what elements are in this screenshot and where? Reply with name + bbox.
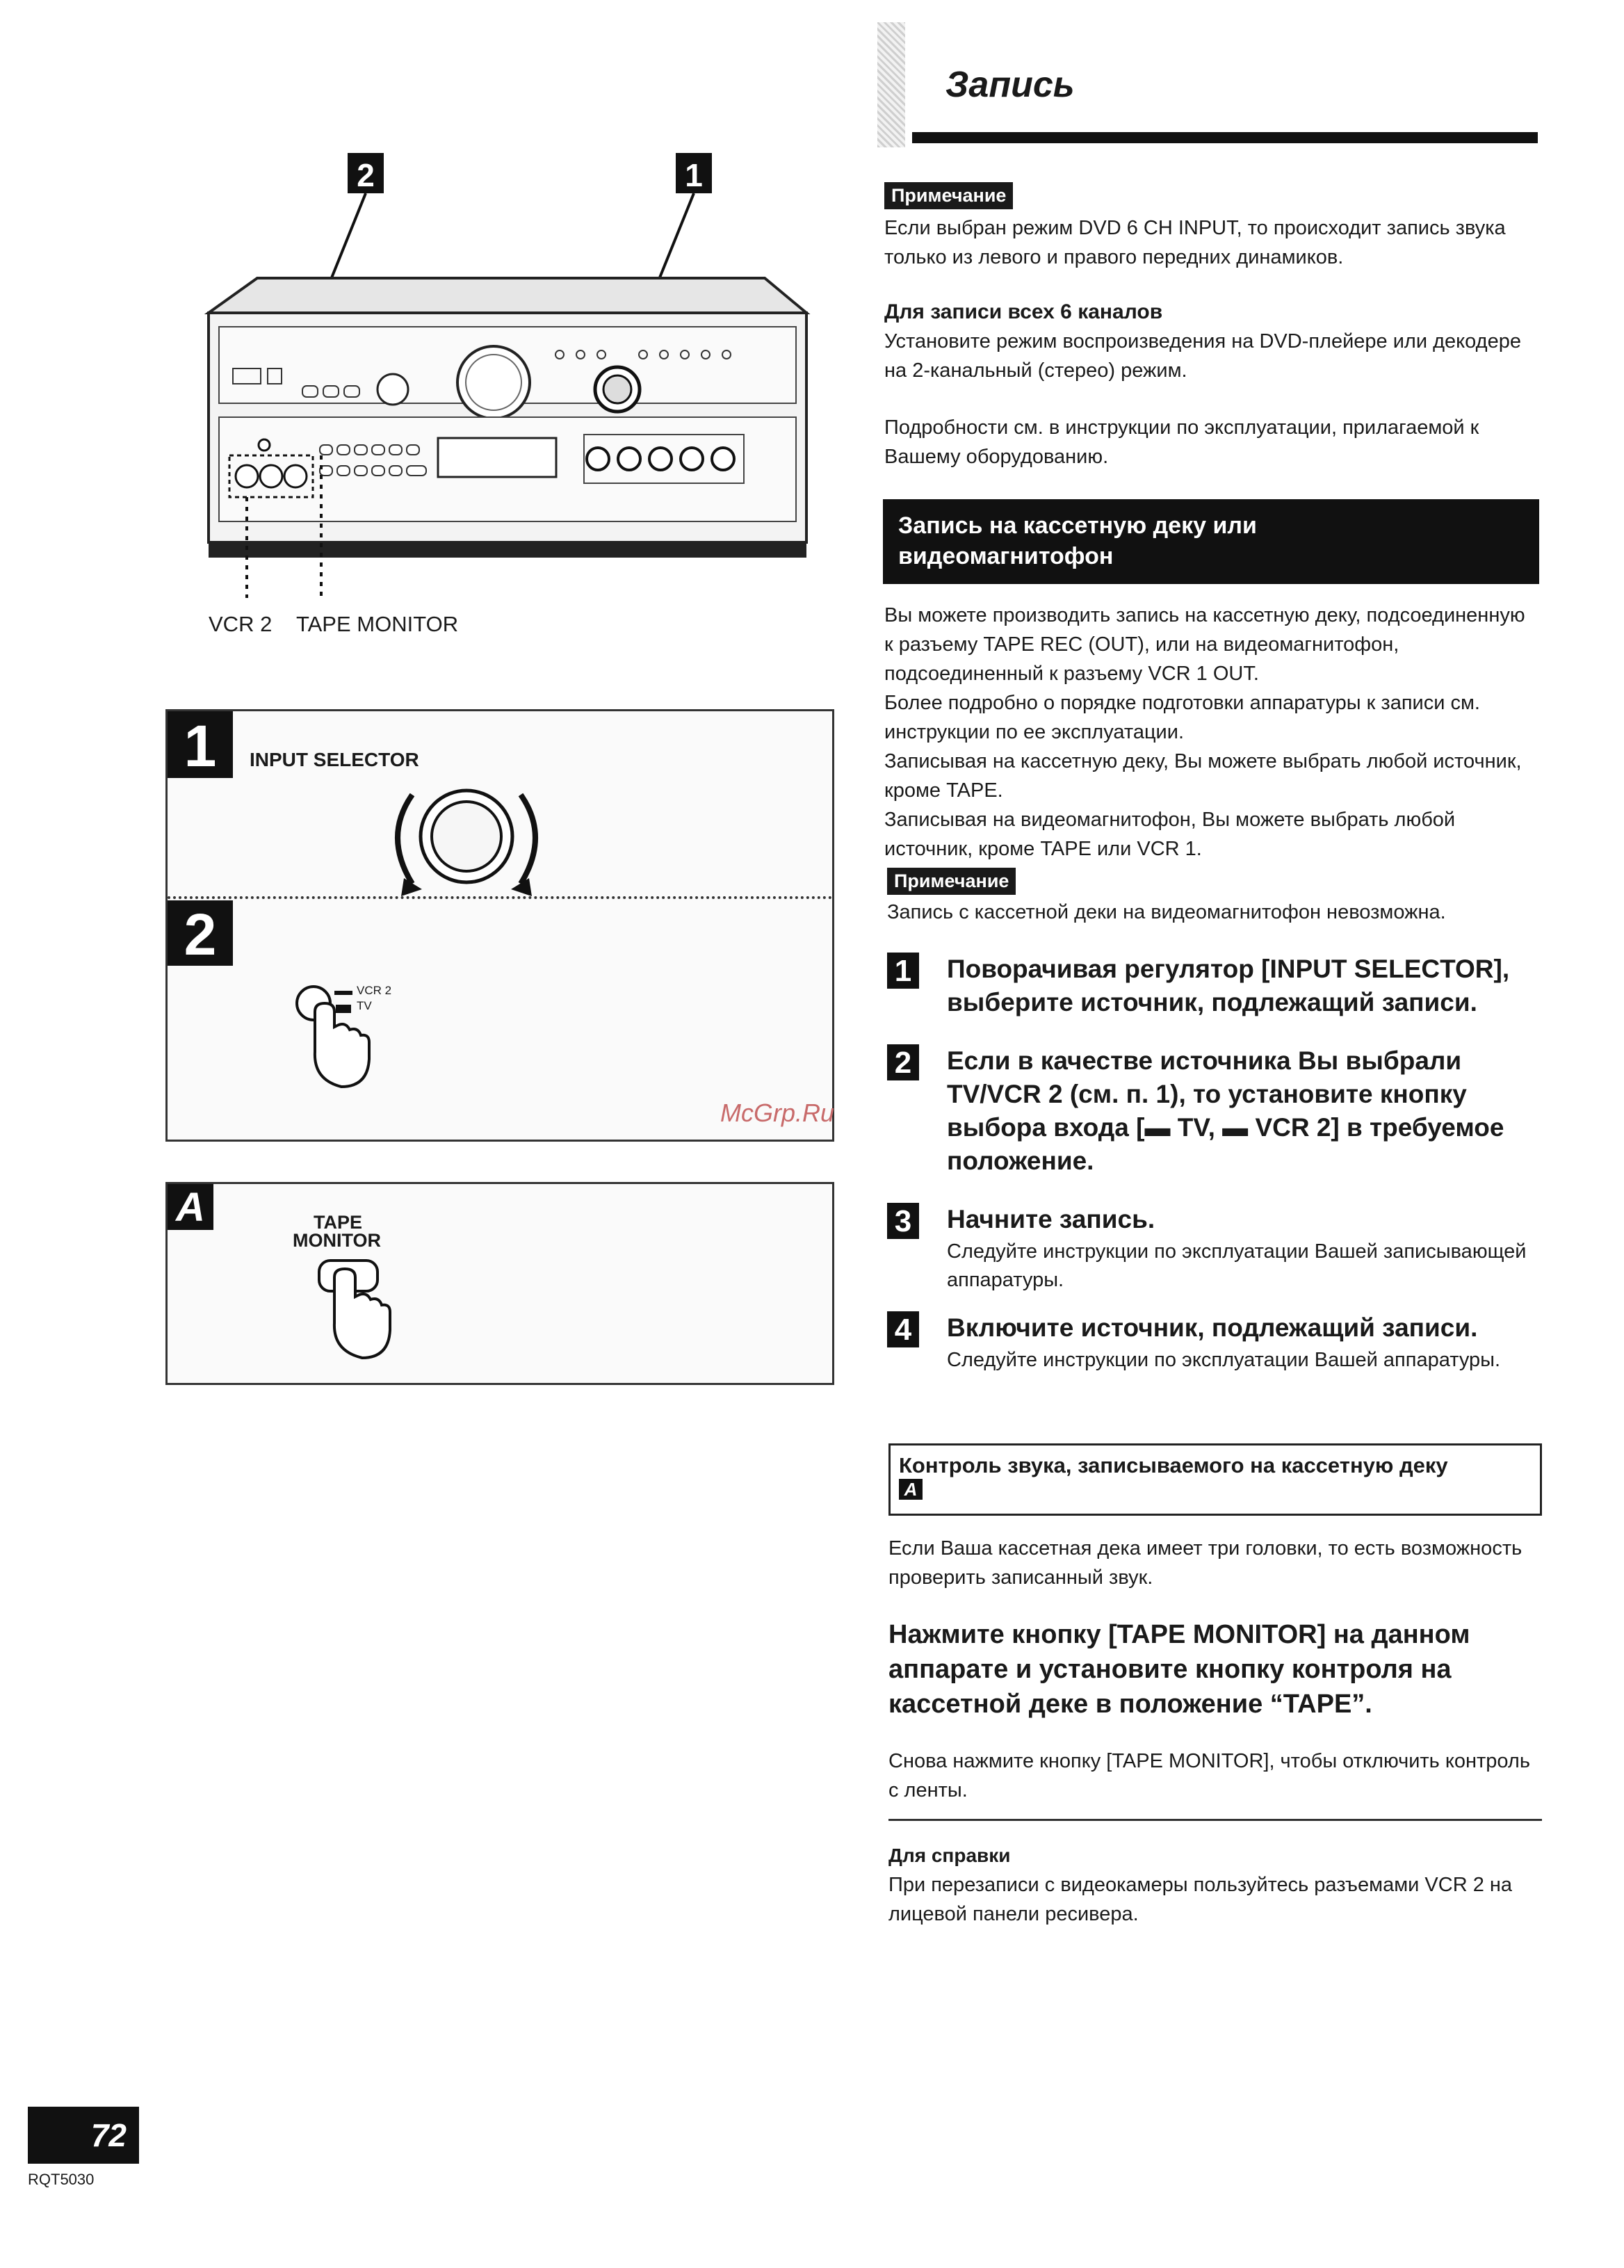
title-shade: [877, 22, 905, 147]
input-selector-label: INPUT SELECTOR: [250, 749, 419, 770]
note-2-text: Запись с кассетной деки на видеомагнитофон невозможна.: [887, 901, 1446, 923]
section-intro: [884, 601, 1538, 864]
note-2: [887, 868, 1541, 927]
six-channel-details: Подробности см. в инструкции по эксплуатации, прилагаемой к Вашему оборудованию.: [884, 416, 1479, 468]
monitor-text: Если Ваша кассетная дека имеет три головки, то есть возможность проверить записанный звук.: [888, 1537, 1522, 1589]
step-2-text: Если в качестве источника Вы выбрали TV/VCR 2 (см. п. 1), то установите кнопку выбора входа [▬ TV, ▬ VCR 2] в требуемое положение.: [947, 1046, 1504, 1175]
panel-step-2-badge: 2: [168, 900, 233, 966]
step-3-subtext: Следуйте инструкции по эксплуатации Вашей записывающей аппаратуры.: [947, 1240, 1527, 1291]
note-1: [884, 182, 1538, 272]
step-3-text: Начните запись.: [947, 1205, 1155, 1233]
title-rule: [912, 132, 1538, 143]
panel-step-1-badge: 1: [168, 711, 233, 778]
switch-label-tv: TV: [357, 999, 372, 1012]
callout-2-text: 2: [357, 157, 375, 193]
receiver-illustration: [181, 139, 848, 640]
tape-monitor-label-2: MONITOR: [293, 1230, 381, 1251]
step-4-text: Включите источник, подлежащий записи.: [947, 1313, 1478, 1342]
six-channel-text: Установите режим воспроизведения на DVD-плейере или декодере на 2-канальный (стерео) режим.: [884, 330, 1521, 382]
knob-inner-ring: [432, 802, 501, 871]
reference-heading: Для справки: [888, 1845, 1011, 1866]
monitor-instruction: Нажмите кнопку [TAPE MONITOR] на данном аппарате и установите кнопку контроля на кассетной деке в положение “TAPE”.: [888, 1620, 1470, 1719]
tape-monitor-button-illustration: [307, 1254, 432, 1379]
monitor-heading: Контроль звука, записываемого на кассетную деку: [899, 1453, 1448, 1477]
intro-paragraph-3: Записывая на кассетную деку, Вы можете выбрать любой источник, кроме TAPE.: [884, 750, 1522, 802]
panel-a-badge: A: [168, 1184, 213, 1230]
reference-block: [888, 1841, 1542, 1929]
six-channel-heading: Для записи всех 6 каналов: [884, 300, 1163, 323]
document-code: RQT5030: [28, 2171, 95, 2188]
steps-panel: [165, 709, 834, 1142]
step-3-number: 3: [887, 1203, 919, 1239]
tape-monitor-panel: [165, 1182, 834, 1385]
rotate-right-arrow: [521, 795, 535, 884]
tape-monitor-label-1: TAPE: [314, 1212, 363, 1233]
monitor-a-badge: A: [899, 1479, 923, 1500]
panel-divider: [168, 896, 832, 899]
note-2-label: Примечание: [887, 868, 1016, 895]
label-vcr2: VCR 2: [209, 612, 273, 636]
section-title-line-1: Запись на кассетную деку или: [898, 512, 1257, 539]
reference-rule: [888, 1819, 1542, 1821]
switch-label-vcr2: VCR 2: [357, 984, 392, 997]
intro-paragraph-4: Записывая на видеомагнитофон, Вы можете выбрать любой источник, кроме TAPE или VCR 1.: [884, 809, 1456, 860]
pressing-hand-icon: [315, 1003, 369, 1087]
step-1-text: Поворачивая регулятор [INPUT SELECTOR], выберите источник, подлежащий записи.: [947, 955, 1510, 1016]
input-switch-illustration: [286, 975, 425, 1115]
monitor-after: Снова нажмите кнопку [TAPE MONITOR], чтобы отключить контроль с ленты.: [888, 1750, 1530, 1801]
label-tape-monitor: TAPE MONITOR: [296, 612, 459, 636]
reference-text: При перезаписи с видеокамеры пользуйтесь разъемами VCR 2 на лицевой панели ресивера.: [888, 1874, 1513, 1925]
watermark: McGrp.Ru: [720, 1099, 835, 1127]
intro-paragraph-1: Вы можете производить запись на кассетную деку, подсоединенную к разъему TAPE REC (OUT), или на видеомагнитофон, подсоединенный к разъему VCR 1 OUT.: [884, 604, 1525, 685]
six-channel-block: [884, 298, 1538, 471]
step-2-number: 2: [887, 1044, 919, 1080]
step-1-number: 1: [887, 953, 919, 989]
page-number: 72: [28, 2107, 139, 2164]
step-4-number: 4: [887, 1311, 919, 1347]
rotate-left-arrow: [398, 795, 412, 884]
section-heading-bar: [883, 499, 1539, 584]
intro-paragraph-2: Более подробно о порядке подготовки аппаратуры к записи см. инструкции по ее эксплуатации.: [884, 692, 1480, 743]
input-selector-knob: [369, 767, 564, 906]
monitor-heading-box: [888, 1443, 1542, 1516]
section-title-line-2: видеомагнитофон: [898, 543, 1114, 569]
note-1-text: Если выбран режим DVD 6 CH INPUT, то происходит запись звука только из левого и правого передних динамиков.: [884, 217, 1506, 268]
step-4-subtext: Следуйте инструкции по эксплуатации Вашей аппаратуры.: [947, 1349, 1501, 1371]
page-title: Запись: [945, 65, 1075, 105]
callout-1-text: 1: [685, 157, 703, 193]
note-1-label: Примечание: [884, 182, 1013, 209]
